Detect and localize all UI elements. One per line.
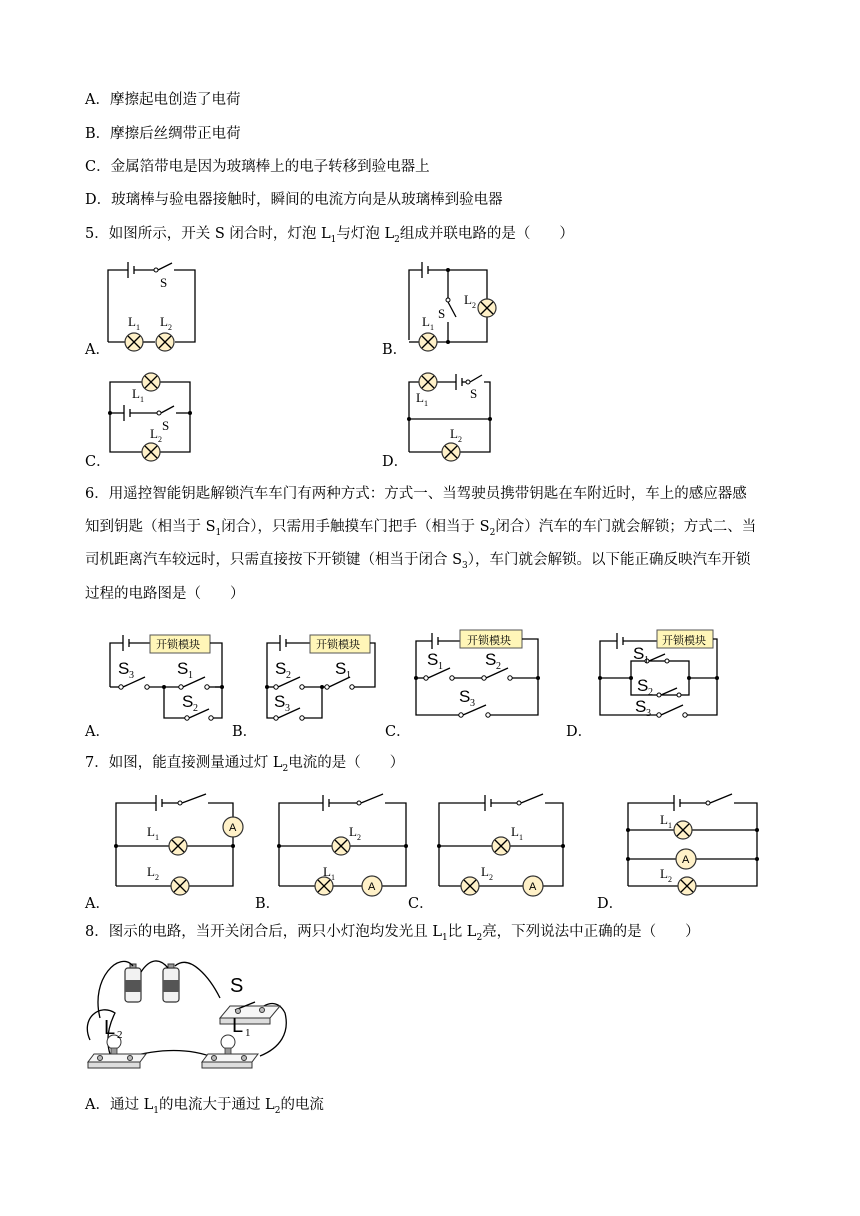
- q8-option-a: A．通过 $L_1$的电流大于通过 $L_2$的电流: [85, 1097, 324, 1116]
- q6-label-a: A．: [85, 724, 110, 740]
- svg-text:2: 2: [117, 1029, 123, 1041]
- q7-circuit-c: [435, 790, 580, 900]
- q8-physical-circuit: [80, 958, 310, 1078]
- svg-text:S: S: [459, 687, 471, 706]
- svg-text:3: 3: [470, 698, 475, 709]
- q7-label-b: B．: [255, 896, 281, 912]
- svg-text:L: L: [349, 824, 357, 839]
- battery-icon: [163, 964, 179, 1002]
- svg-text:1: 1: [136, 323, 140, 332]
- switch-icon: [220, 1002, 280, 1024]
- svg-text:2: 2: [155, 873, 159, 882]
- svg-text:2: 2: [158, 435, 162, 444]
- svg-text:S: S: [438, 306, 446, 321]
- svg-text:S: S: [637, 676, 649, 695]
- svg-text:S: S: [485, 650, 497, 669]
- svg-text:L: L: [160, 314, 168, 329]
- svg-text:L: L: [481, 864, 489, 879]
- svg-text:S: S: [335, 659, 347, 678]
- q7-stem: 7．如图，能直接测量通过灯 $L_2$电流的是（ ）: [85, 755, 405, 774]
- svg-text:1: 1: [188, 670, 193, 681]
- q6-circuit-d: [597, 625, 727, 725]
- svg-text:S: S: [162, 418, 170, 433]
- svg-text:1: 1: [140, 395, 144, 404]
- q6-circuit-a: [105, 625, 235, 725]
- q5-stem: 5．如图所示，开关 S 闭合时，灯泡 $L_1$与灯泡 $L_2$组成并联电路的是（ ）: [85, 226, 574, 245]
- svg-text:S: S: [635, 697, 647, 716]
- svg-text:2: 2: [357, 833, 361, 842]
- svg-text:1: 1: [331, 873, 335, 882]
- q6-label-b: B．: [232, 724, 258, 740]
- q6-label-c: C．: [385, 724, 411, 740]
- svg-text:1: 1: [346, 670, 351, 681]
- svg-text:L: L: [147, 864, 155, 879]
- svg-text:1: 1: [519, 833, 523, 842]
- svg-text:S: S: [275, 659, 287, 678]
- q6-line-2: 知到钥匙（相当于 $S_1$闭合），只需用手触摸车门把手（相当于 $S_2$闭合）汽车的车门就会解锁；方式二、当: [85, 519, 757, 538]
- q4-option-a: A．摩擦起电创造了电荷: [85, 92, 241, 108]
- q7-circuit-d: [622, 790, 767, 900]
- svg-text:A: A: [529, 881, 537, 893]
- svg-text:3: 3: [129, 670, 134, 681]
- q5-label-a: A．: [85, 342, 110, 358]
- svg-text:1: 1: [245, 1027, 251, 1039]
- svg-text:2: 2: [168, 323, 172, 332]
- q8-stem: 8．图示的电路，当开关闭合后，两只小灯泡均发光且 $L_1$比 $L_2$亮，下列说法中正确的是（ ）: [85, 924, 700, 943]
- svg-text:L: L: [104, 1017, 116, 1039]
- q6-line-4: 过程的电路图是（ ）: [85, 586, 245, 602]
- svg-text:S: S: [177, 659, 189, 678]
- svg-text:L: L: [232, 1015, 244, 1037]
- svg-text:2: 2: [489, 873, 493, 882]
- svg-text:1: 1: [155, 833, 159, 842]
- svg-text:1: 1: [430, 323, 434, 332]
- q6-circuit-b: [262, 625, 392, 725]
- svg-text:开锁模块: 开锁模块: [467, 634, 511, 647]
- svg-text:L: L: [416, 390, 424, 405]
- svg-text:L: L: [511, 824, 519, 839]
- battery-icon: [125, 964, 141, 1002]
- svg-text:2: 2: [496, 661, 501, 672]
- svg-text:S: S: [182, 692, 194, 711]
- svg-text:L: L: [450, 426, 458, 441]
- svg-text:2: 2: [193, 703, 198, 714]
- svg-text:A: A: [368, 881, 376, 893]
- svg-text:A: A: [229, 822, 237, 834]
- q4-option-b: B．摩擦后丝绸带正电荷: [85, 126, 241, 142]
- svg-text:2: 2: [648, 687, 653, 698]
- svg-text:L: L: [150, 426, 158, 441]
- svg-text:2: 2: [472, 301, 476, 310]
- q7-circuit-b: [275, 790, 420, 900]
- svg-text:L: L: [323, 864, 331, 879]
- svg-text:S: S: [230, 975, 244, 997]
- q5-label-b: B．: [382, 342, 408, 358]
- svg-text:L: L: [660, 812, 668, 827]
- svg-text:A: A: [682, 854, 690, 866]
- svg-text:开锁模块: 开锁模块: [156, 638, 200, 651]
- q7-label-a: A．: [85, 896, 110, 912]
- q7-circuit-a: [110, 790, 260, 900]
- bulb-l1-icon: [202, 1035, 258, 1068]
- svg-text:L: L: [128, 314, 136, 329]
- svg-text:S: S: [160, 275, 168, 290]
- svg-text:2: 2: [458, 435, 462, 444]
- svg-text:1: 1: [438, 661, 443, 672]
- q5-circuit-d: [400, 372, 500, 472]
- q7-label-c: C．: [408, 896, 434, 912]
- q5-label-d: D．: [382, 454, 409, 470]
- svg-text:L: L: [132, 386, 140, 401]
- q4-option-c: C．金属箔带电是因为玻璃棒上的电子转移到验电器上: [85, 159, 430, 175]
- svg-text:开锁模块: 开锁模块: [662, 634, 706, 647]
- svg-text:S: S: [633, 644, 645, 663]
- svg-text:2: 2: [286, 670, 291, 681]
- q5-label-c: C．: [85, 454, 111, 470]
- svg-text:L: L: [147, 824, 155, 839]
- svg-text:2: 2: [668, 875, 672, 884]
- svg-text:开锁模块: 开锁模块: [316, 638, 360, 651]
- svg-text:L: L: [660, 866, 668, 881]
- svg-text:S: S: [118, 659, 130, 678]
- svg-text:1: 1: [644, 655, 649, 666]
- svg-text:S: S: [274, 692, 286, 711]
- svg-text:S: S: [470, 386, 478, 401]
- q5-circuit-c: [102, 372, 202, 472]
- svg-text:3: 3: [285, 703, 290, 714]
- svg-text:L: L: [422, 314, 430, 329]
- svg-text:3: 3: [646, 708, 651, 719]
- q6-circuit-c: [412, 625, 547, 725]
- q6-line-3: 司机距离汽车较远时，只需直接按下开锁键（相当于闭合 $S_3$），车门就会解锁。以下能正确反映汽车开锁: [85, 552, 751, 571]
- q6-line-1: 6．用遥控智能钥匙解锁汽车车门有两种方式：方式一、当驾驶员携带钥匙在车附近时，车上的感应器感: [85, 486, 747, 502]
- svg-text:S: S: [427, 650, 439, 669]
- svg-text:1: 1: [668, 821, 672, 830]
- svg-text:1: 1: [424, 399, 428, 408]
- q5-circuit-b: [400, 262, 510, 357]
- q4-option-d: D．玻璃棒与验电器接触时，瞬间的电流方向是从玻璃棒到验电器: [85, 192, 503, 208]
- q6-label-d: D．: [566, 724, 593, 740]
- svg-text:L: L: [464, 292, 472, 307]
- q7-label-d: D．: [597, 896, 624, 912]
- q5-circuit-a: [100, 260, 210, 360]
